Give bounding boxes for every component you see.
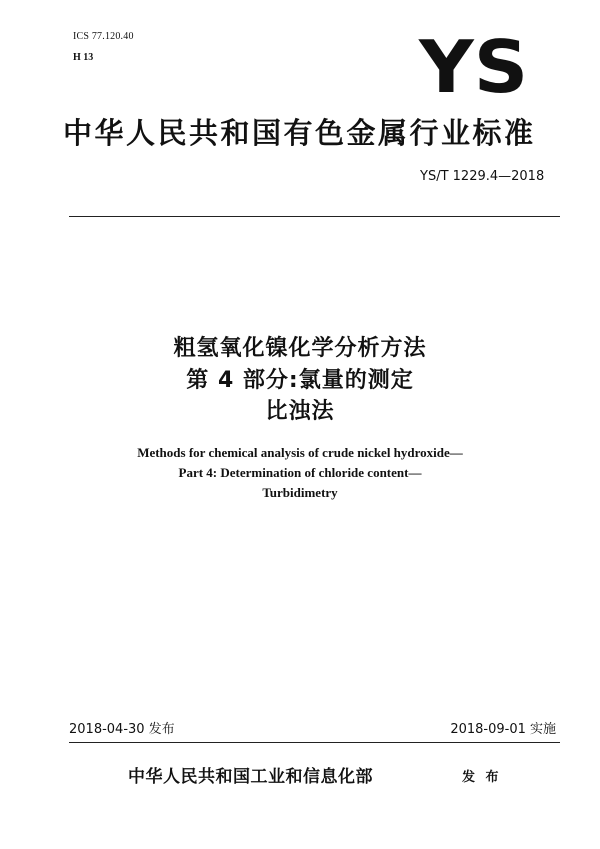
bottom-divider [69, 742, 560, 743]
title-cn-line-1: 粗氢氧化镍化学分析方法 [173, 336, 427, 361]
ics-code: ICS 77.120.40 [73, 31, 134, 42]
top-divider [69, 216, 560, 217]
ys-logo: YS [419, 25, 529, 109]
standard-number: YS/T 1229.4—2018 [420, 169, 545, 184]
ccs-code: H 13 [73, 52, 94, 63]
title-cn-line-3: 比浊法 [265, 399, 335, 424]
publish-label: 发 布 [462, 770, 502, 785]
publisher-name: 中华人民共和国工业和信息化部 [128, 767, 373, 787]
title-en-line-2: Part 4: Determination of chloride content— [178, 465, 422, 480]
title-en-line-1: Methods for chemical analysis of crude nickel hydroxide— [137, 445, 463, 460]
industry-standard-title: 中华人民共和国有色金属行业标准 [63, 116, 536, 150]
title-en-line-3: Turbidimetry [262, 485, 338, 500]
implementation-date: 2018-09-01 实施 [450, 722, 556, 737]
issue-date: 2018-04-30 发布 [69, 722, 175, 737]
title-cn-line-2: 第 4 部分:氯量的测定 [186, 368, 414, 393]
